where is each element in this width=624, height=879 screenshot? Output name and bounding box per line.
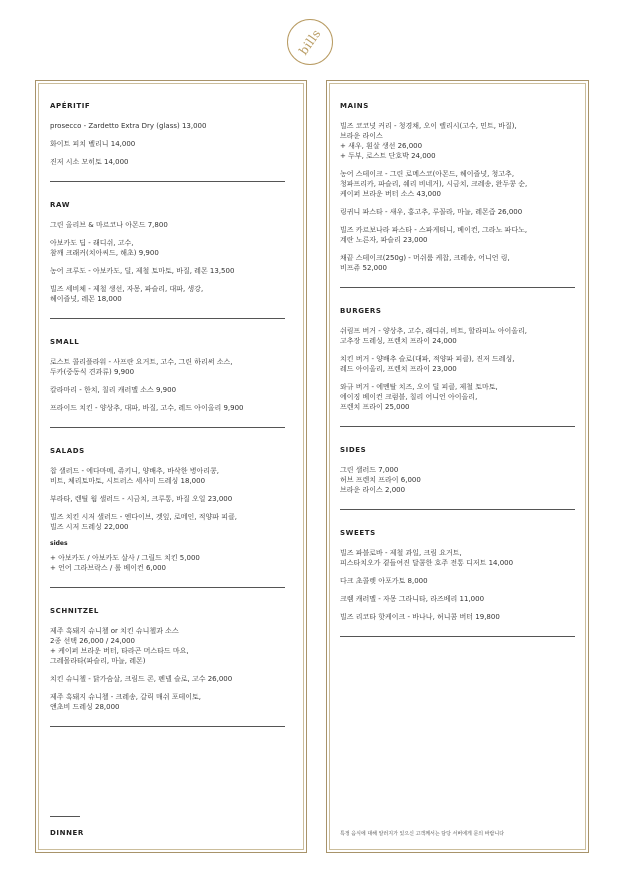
menu-item-line: 찹 샐러드 - 에다마메, 쥬키니, 양배추, 바삭한 병아리콩, [50,467,220,475]
menu-item-line: 빌즈 시저 드레싱 22,000 [50,523,129,531]
menu-item-line: 그린 샐러드 7,000 [340,466,399,474]
menu-item-line: 고추장 드레싱, 프렌치 프라이 24,000 [340,337,457,345]
section-divider [50,587,285,588]
menu-item-line: + 언어 그라브락스 / 롤 베이컨 6,000 [50,564,166,572]
menu-item [340,207,575,217]
right-menu-column [340,102,575,656]
menu-item-line: 계란 노른자, 파슬리 23,000 [340,236,428,244]
menu-item-line: 2종 선택 26,000 / 24,000 [50,637,135,645]
menu-item [340,382,575,412]
menu-item-line: 비트, 체리토마토, 시트러스 세사미 드레싱 18,000 [50,477,206,485]
menu-section [340,529,575,637]
section-divider [340,426,575,427]
section-title: RAW [50,201,71,209]
section-divider [50,318,285,319]
menu-section [50,201,285,319]
menu-item-line: 쉬림프 버거 - 양상추, 고수, 래디쉬, 비트, 할라피뇨 아이올리, [340,327,527,335]
section-title: SMALL [50,338,80,346]
menu-item [50,626,285,666]
menu-item [50,494,285,504]
menu-section [50,447,285,588]
menu-item [50,238,285,258]
menu-item-line: 헤이즐넛, 레몬 18,000 [50,295,122,303]
menu-item [50,385,285,395]
menu-item-line: 프렌치 프라이 25,000 [340,403,410,411]
menu-item [50,466,285,486]
dinner-divider [50,816,80,817]
left-menu-column [50,102,285,746]
menu-item-line: prosecco - Zardetto Extra Dry (glass) 13,000 [50,122,207,130]
menu-item-line: 프라이드 치킨 - 양상추, 대파, 바질, 고수, 레드 아이올리 9,900 [50,404,244,412]
menu-item [50,553,285,573]
menu-item-line: 빌즈 코코넛 커리 - 청경채, 오이 렐리시(고수, 민트, 바질), [340,122,517,130]
section-title: SWEETS [340,529,376,537]
menu-item [50,220,285,230]
menu-item [50,403,285,413]
menu-item-line: 빌즈 파블로바 - 제철 과일, 크림 요거트, [340,549,462,557]
menu-item-line: 앤초비 드레싱 28,000 [50,703,120,711]
menu-item [50,512,285,532]
menu-item-line: 빌즈 치킨 시저 샐러드 - 엔다이브, 겟잎, 로메인, 적양파 피클, [50,513,237,521]
section-divider [340,636,575,637]
menu-item-line: 빌즈 리코타 핫케이크 - 바나나, 허니콤 버터 19,800 [340,613,500,621]
menu-item-line: 피스타치오가 곁들여진 달콤한 호주 전통 디저트 14,000 [340,559,514,567]
menu-item-line: 그린 올리브 & 마르코나 아몬드 7,800 [50,221,168,229]
menu-item-line: 브라운 라이스 [340,132,383,140]
section-title: SALADS [50,447,85,455]
menu-item [340,465,575,495]
menu-section [50,102,285,182]
menu-item-line: 두카(중동식 견과류) 9,900 [50,368,135,376]
section-divider [340,509,575,510]
menu-item-line: 케이퍼 브라운 버터 소스 43,000 [340,190,442,198]
menu-item [340,548,575,568]
menu-item-line: 빌즈 세비체 - 제철 생선, 자몽, 파슬리, 대파, 생강, [50,285,204,293]
menu-item-line: 크렘 캐러멜 - 자몽 그라니타, 라즈베리 11,000 [340,595,485,603]
allergy-notice: 특정 음식에 대해 알러지가 있으신 고객께서는 담당 서버에게 문의 바랍니다 [340,831,505,837]
menu-section [50,338,285,428]
menu-item-line: + 아보카도 / 아보카도 살사 / 그릴드 치킨 5,000 [50,554,200,562]
section-title: MAINS [340,102,369,110]
menu-item [340,326,575,346]
menu-item-line: 비프쥬 52,000 [340,264,388,272]
menu-item-line: 제주 흑돼지 슈니첼 or 치킨 슈니첼과 소스 [50,627,179,635]
menu-item [340,576,575,586]
menu-section [340,446,575,510]
menu-item [50,266,285,276]
menu-item-line: 농어 스테이크 - 그린 로메스코(아몬드, 헤이즐넛, 청고추, [340,170,515,178]
menu-section [50,607,285,727]
menu-item-line: 부라타, 렌틸 웜 샐러드 - 시금치, 크루통, 바질 오일 23,000 [50,495,233,503]
dinner-label: DINNER [50,829,84,837]
section-title: BURGERS [340,307,382,315]
menu-item-line: 레드 아이올리, 프렌치 프라이 23,000 [340,365,457,373]
menu-item [340,253,575,273]
menu-item [50,121,285,131]
sides-subheading: sides [50,540,68,547]
bills-logo: bills [287,19,333,65]
menu-item-line: 다크 초콜렛 아포가토 8,000 [340,577,428,585]
section-divider [50,726,285,727]
menu-item-line: 청파프리카, 파슬리, 쉐리 비네거), 시금치, 크레송, 완두콩 순, [340,180,528,188]
menu-item-line: 아보카도 딥 - 래디쉬, 고수, [50,239,134,247]
section-title: SCHNITZEL [50,607,99,615]
menu-item [50,692,285,712]
menu-item [340,594,575,604]
menu-item [340,225,575,245]
section-divider [340,287,575,288]
menu-item-line: 허브 프렌치 프라이 6,000 [340,476,421,484]
menu-item-line: 와규 버거 - 에멘탈 치즈, 오이 딜 피클, 제철 토마토, [340,383,498,391]
menu-item-line: 브라운 라이스 2,000 [340,486,406,494]
section-title: APÉRITIF [50,102,91,110]
menu-section [340,307,575,427]
menu-item [340,169,575,199]
menu-section [340,102,575,288]
menu-item-line: 농어 크루도 - 아보카도, 딜, 제철 토마토, 바질, 레몬 13,500 [50,267,235,275]
menu-item-line: 치킨 슈니첼 - 닭가슴살, 크림드 콘, 펜넬 슬로, 고수 26,000 [50,675,233,683]
section-divider [50,181,285,182]
menu-item-line: 진저 시소 모히토 14,000 [50,158,129,166]
menu-item-line: 치킨 버거 - 양배추 슬로(대파, 적양파 피클), 진저 드레싱, [340,355,515,363]
menu-item-line: 로스트 콜리플라워 - 사프란 요거트, 고수, 그린 하리써 소스, [50,358,233,366]
menu-item-line: 제주 흑돼지 슈니첼 - 크레송, 갈릭 매쉬 포테이토, [50,693,202,701]
menu-item-line: 채끝 스테이크(250g) - 머쉬룸 케찹, 크레송, 어니언 링, [340,254,510,262]
menu-item-line: 화이트 피치 벨리니 14,000 [50,140,136,148]
menu-item [340,121,575,161]
menu-item [340,612,575,622]
menu-item-line: + 두부, 로스트 단호박 24,000 [340,152,436,160]
menu-item [50,139,285,149]
menu-item [50,674,285,684]
menu-item [50,157,285,167]
menu-item-line: 칼라마리 - 한치, 칠리 캐러멜 소스 9,900 [50,386,177,394]
menu-item-line: 링귀니 파스타 - 새우, 홍고추, 루꼴라, 마늘, 레몬즙 26,000 [340,208,523,216]
menu-item [50,357,285,377]
section-divider [50,427,285,428]
section-title: SIDES [340,446,367,454]
menu-item-line: 빌즈 카르보나라 파스타 - 스파게티니, 베이컨, 그라노 파다노, [340,226,528,234]
menu-item-line: + 케이퍼 브라운 버터, 타라곤 머스타드 마요, [50,647,189,655]
menu-item-line: 참깨 크래커(치아씨드, 해초) 9,900 [50,249,159,257]
menu-item-line: 그레몰라타(파슬리, 마늘, 레몬) [50,657,146,665]
menu-item-line: 에이징 베이컨 크럼블, 칠리 어니언 아이올리, [340,393,478,401]
menu-item [340,354,575,374]
menu-item [50,284,285,304]
menu-item-line: + 새우, 흰살 생선 26,000 [340,142,423,150]
